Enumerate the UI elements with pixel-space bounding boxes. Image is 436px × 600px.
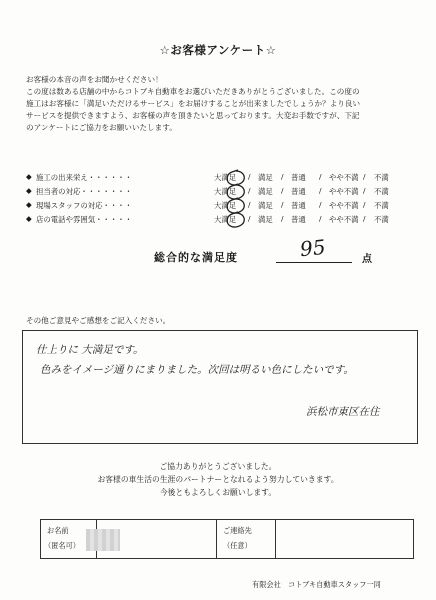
rating-option[interactable]: やや不満 bbox=[329, 215, 359, 224]
rating-separator: / bbox=[363, 186, 366, 195]
rating-separator: / bbox=[248, 214, 251, 223]
redacted-name bbox=[86, 529, 120, 551]
page-title: ☆お客様アンケート☆ bbox=[159, 43, 277, 57]
comment-line: 色みをイメージ通りにまりました。次回は明るい色にしたいです。 bbox=[40, 364, 354, 376]
rating-separator: / bbox=[363, 214, 366, 223]
rating-option[interactable]: 大満足 bbox=[214, 173, 237, 182]
rating-option[interactable]: 不満 bbox=[374, 201, 389, 210]
thanks-line: お客様の車生活の生涯のパートナーとなれるよう努力していきます。 bbox=[97, 475, 339, 484]
rating-option[interactable]: 普通 bbox=[291, 173, 306, 182]
footer-company: 有限会社 コトブキ自動車スタッフ一同 bbox=[252, 580, 381, 589]
rating-option[interactable]: 満足 bbox=[258, 187, 273, 196]
rating-option[interactable]: 満足 bbox=[258, 173, 273, 182]
rating-option[interactable]: 普通 bbox=[291, 215, 306, 224]
name-sub-label: （匿名可） bbox=[44, 541, 80, 550]
rating-item-label: 現場スタッフの対応・・・・ bbox=[36, 201, 133, 210]
rating-option[interactable]: 不満 bbox=[374, 215, 389, 224]
rating-option[interactable]: 普通 bbox=[291, 187, 306, 196]
rating-separator: / bbox=[363, 200, 366, 209]
rating-separator: / bbox=[248, 172, 251, 181]
intro-text bbox=[26, 74, 418, 134]
score-unit: 点 bbox=[362, 254, 372, 265]
intro-line: のアンケートにご協力をお願いいたします。 bbox=[26, 123, 177, 132]
rating-separator: / bbox=[363, 172, 366, 181]
rating-separator: / bbox=[281, 172, 284, 181]
contact-label: ご連絡先 bbox=[223, 526, 252, 535]
rating-option[interactable]: 大満足 bbox=[214, 201, 237, 210]
rating-option[interactable]: 不満 bbox=[374, 187, 389, 196]
diamond-bullet-icon: ◆ bbox=[26, 186, 32, 195]
rating-option[interactable]: 普通 bbox=[291, 201, 306, 210]
rating-option[interactable]: 大満足 bbox=[214, 215, 237, 224]
intro-line: 施工はお客様に「満足いただけるサービス」をお届けすることが出来ましたでしょうか？より良い bbox=[26, 99, 361, 108]
thanks-line: 今後ともよろしくお願いします。 bbox=[159, 488, 277, 497]
overall-score[interactable]: 95 bbox=[298, 234, 327, 262]
rating-option[interactable]: 満足 bbox=[258, 215, 273, 224]
rating-item-label: 担当者の対応・・・・・・・ bbox=[36, 187, 133, 196]
rating-separator: / bbox=[281, 200, 284, 209]
rating-item-label: 店の電話や雰囲気・・・・・ bbox=[36, 215, 133, 224]
comment-signature: 浜松市東区在住 bbox=[306, 406, 380, 418]
diamond-bullet-icon: ◆ bbox=[26, 200, 32, 209]
rating-separator: / bbox=[319, 186, 322, 195]
rating-item-label: 施工の出来栄え・・・・・・ bbox=[36, 173, 133, 182]
rating-row bbox=[26, 214, 418, 228]
contact-sub-label: （任意） bbox=[223, 541, 252, 550]
comment-label: その他ご意見やご感想をご記入ください。 bbox=[26, 316, 171, 325]
contact-label-cell bbox=[216, 520, 276, 558]
rating-option[interactable]: 大満足 bbox=[214, 187, 237, 196]
thanks-line: ご協力ありがとうございました。 bbox=[159, 462, 277, 471]
overall-satisfaction-label: 総合的な満足度 bbox=[154, 251, 238, 264]
rating-separator: / bbox=[319, 214, 322, 223]
name-label: お名前 bbox=[47, 526, 69, 535]
rating-separator: / bbox=[248, 186, 251, 195]
rating-separator: / bbox=[248, 200, 251, 209]
rating-option[interactable]: 満足 bbox=[258, 201, 273, 210]
rating-separator: / bbox=[281, 214, 284, 223]
contact-field[interactable] bbox=[274, 520, 413, 558]
intro-line: お客様の本音の声をお聞かせください！ bbox=[26, 75, 163, 84]
diamond-bullet-icon: ◆ bbox=[26, 214, 32, 223]
comment-line: 仕上りに 大満足です。 bbox=[36, 344, 144, 356]
intro-line: サービスを提供できますよう、お客様の声を頂きたいと思っております。大変お手数ですが、下記 bbox=[26, 111, 360, 120]
selection-circle-icon bbox=[220, 211, 250, 229]
rating-option[interactable]: やや不満 bbox=[329, 173, 359, 182]
thanks-message bbox=[0, 460, 436, 499]
rating-separator: / bbox=[281, 186, 284, 195]
rating-separator: / bbox=[319, 200, 322, 209]
rating-option[interactable]: 不満 bbox=[374, 173, 389, 182]
rating-option[interactable]: やや不満 bbox=[329, 201, 359, 210]
diamond-bullet-icon: ◆ bbox=[26, 172, 32, 181]
rating-option[interactable]: やや不満 bbox=[329, 187, 359, 196]
intro-line: この度は数ある店舗の中からコトブキ自動車をお選びいただきありがとうございました。この度の bbox=[26, 87, 360, 96]
rating-separator: / bbox=[319, 172, 322, 181]
score-underline bbox=[276, 262, 352, 263]
